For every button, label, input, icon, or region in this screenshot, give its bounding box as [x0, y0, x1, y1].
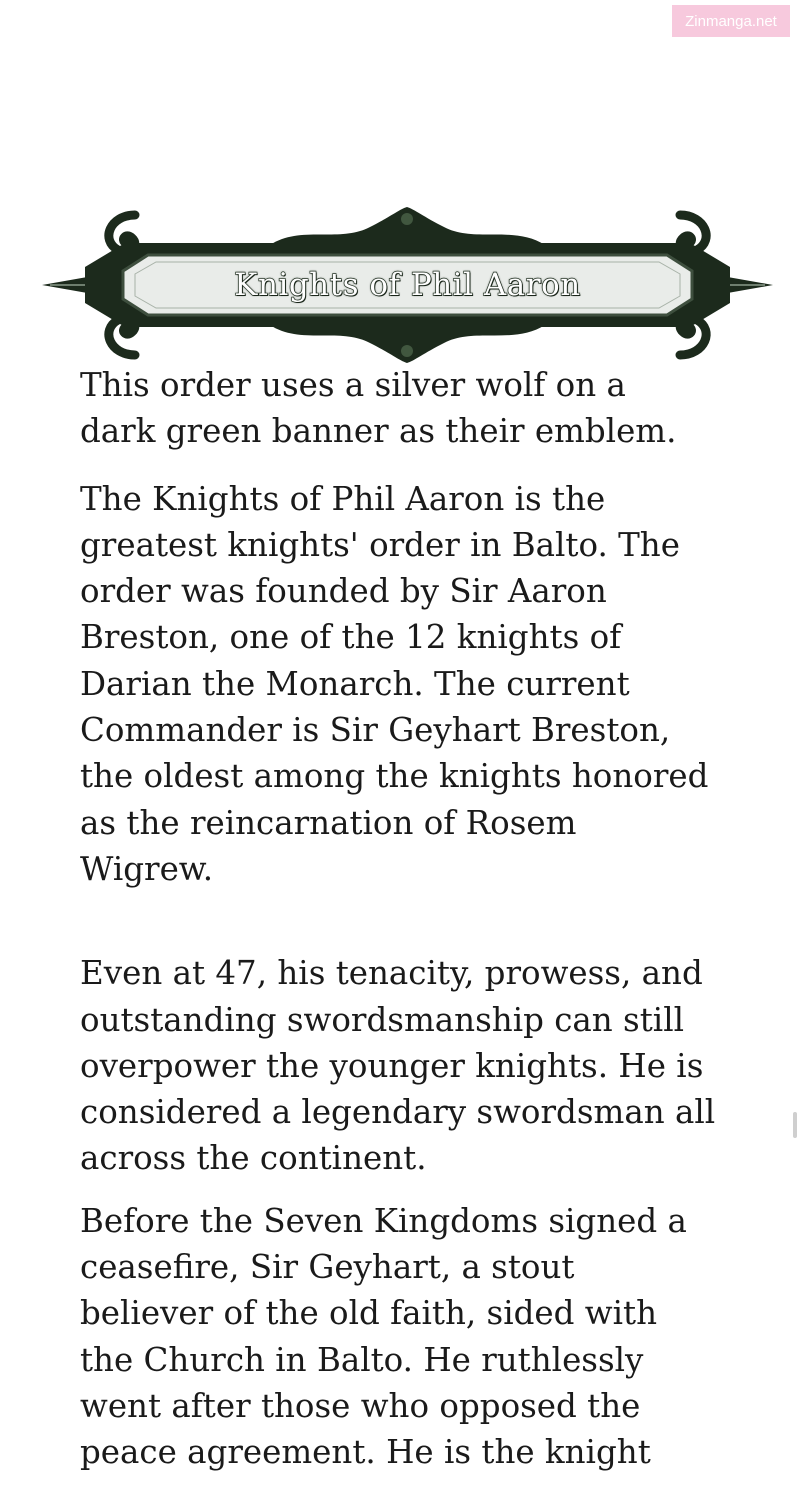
- text-line: overpower the younger knights. He is: [80, 1046, 704, 1085]
- text-line: ceasefire, Sir Geyhart, a stout: [80, 1248, 575, 1287]
- text-line: Even at 47, his tenacity, prowess, and: [80, 954, 703, 993]
- text-line: greatest knights' order in Balto. The: [80, 525, 680, 564]
- text-line: across the continent.: [80, 1139, 427, 1178]
- scroll-indicator[interactable]: [793, 1112, 797, 1138]
- text-line: Before the Seven Kingdoms signed a: [80, 1201, 687, 1240]
- text-line: peace agreement. He is the knight: [80, 1433, 651, 1472]
- text-line: dark green banner as their emblem.: [80, 412, 677, 451]
- text-line: Breston, one of the 12 knights of: [80, 618, 622, 657]
- paragraph-emblem: [80, 362, 740, 455]
- banner-title: Knights of Phil Aaron: [234, 267, 581, 303]
- text-line: order was founded by Sir Aaron: [80, 572, 607, 611]
- paragraph-history: [80, 476, 740, 893]
- text-line: believer of the old faith, sided with: [80, 1294, 658, 1333]
- text-line: outstanding swordsmanship can still: [80, 1000, 684, 1039]
- text-line: the oldest among the knights honored: [80, 757, 709, 796]
- site-watermark: Zinmanga.net: [672, 5, 790, 37]
- text-line: The Knights of Phil Aaron is the: [80, 479, 606, 518]
- text-line: Commander is Sir Geyhart Breston,: [80, 711, 671, 750]
- text-line: went after those who opposed the: [80, 1386, 641, 1425]
- article-body: [80, 362, 740, 1476]
- text-line: Wigrew.: [80, 849, 214, 888]
- text-line: the Church in Balto. He ruthlessly: [80, 1340, 644, 1379]
- paragraph-commander: [80, 950, 740, 1181]
- text-line: as the reincarnation of Rosem: [80, 803, 577, 842]
- title-banner: [40, 205, 775, 365]
- paragraph-ceasefire: [80, 1198, 740, 1476]
- text-line: This order uses a silver wolf on a: [80, 366, 626, 404]
- text-line: considered a legendary swordsman all: [80, 1093, 716, 1132]
- text-line: Darian the Monarch. The current: [80, 664, 630, 703]
